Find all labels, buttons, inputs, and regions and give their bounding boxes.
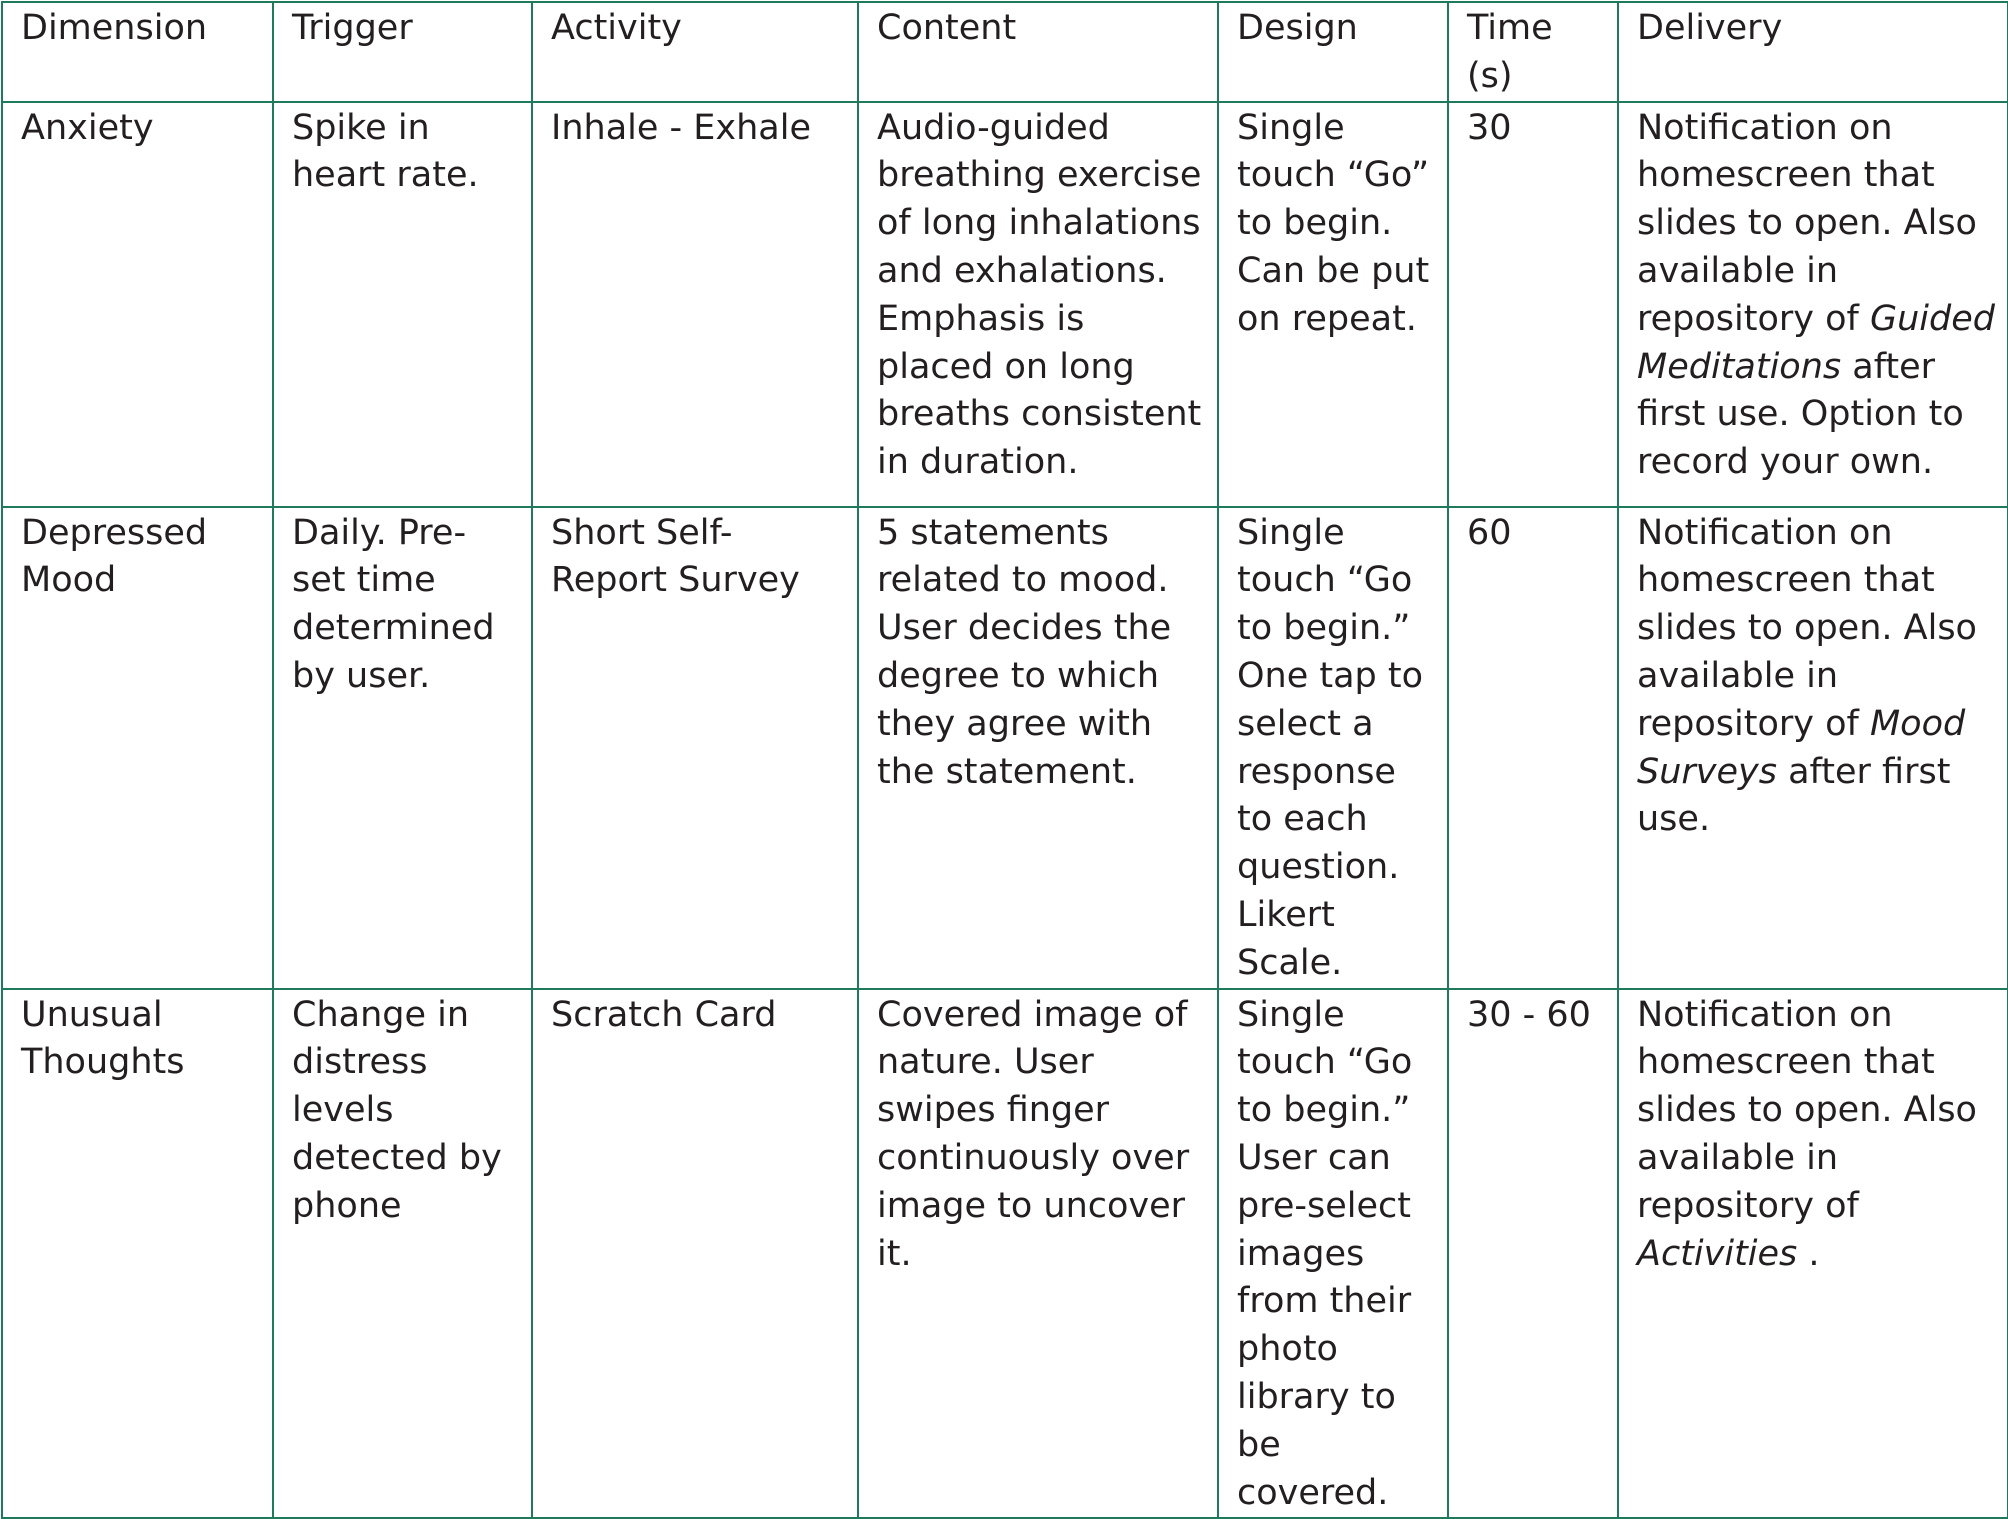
table-row xyxy=(2,507,2008,989)
header-activity: Activity xyxy=(532,2,858,102)
delivery-repository-name: Activities xyxy=(1637,1233,1798,1274)
cell-design: Single touch “Go to begin.” User can pre-select images from their photo library to be covered. xyxy=(1218,989,1448,1519)
cell-content: Covered image of nature. User swipes finger continuously over image to uncover it. xyxy=(858,989,1218,1519)
header-trigger: Trigger xyxy=(273,2,532,102)
cell-delivery xyxy=(1618,102,2008,507)
delivery-repository-name: Guided Meditations xyxy=(1637,298,1995,387)
table-row xyxy=(2,102,2008,507)
cell-trigger: Daily. Pre-set time determined by user. xyxy=(273,507,532,989)
delivery-repository-name: Mood Surveys xyxy=(1637,703,1966,792)
cell-time: 60 xyxy=(1448,507,1618,989)
header-content: Content xyxy=(858,2,1218,102)
cell-activity: Short Self-Report Survey xyxy=(532,507,858,989)
cell-activity: Scratch Card xyxy=(532,989,858,1519)
table-row xyxy=(2,989,2008,1519)
cell-design: Single touch “Go” to begin. Can be put on repeat. xyxy=(1218,102,1448,507)
cell-dimension: Depressed Mood xyxy=(2,507,273,989)
cell-dimension: Unusual Thoughts xyxy=(2,989,273,1519)
cell-activity: Inhale - Exhale xyxy=(532,102,858,507)
cell-trigger: Spike in heart rate. xyxy=(273,102,532,507)
header-row xyxy=(2,2,2008,102)
intervention-table xyxy=(1,1,2008,1519)
delivery-text: Notification on homescreen that slides to open. Also available in repository of xyxy=(1637,107,1977,339)
delivery-text-end: after first use. xyxy=(1637,751,1951,840)
cell-trigger: Change in distress levels detected by phone xyxy=(273,989,532,1519)
delivery-text: Notification on homescreen that slides to open. Also available in repository of xyxy=(1637,994,1977,1226)
cell-time: 30 xyxy=(1448,102,1618,507)
header-delivery: Delivery xyxy=(1618,2,2008,102)
cell-design: Single touch “Go to begin.” One tap to select a response to each question. Likert Scale. xyxy=(1218,507,1448,989)
delivery-text-end: . xyxy=(1797,1233,1820,1274)
header-time: Time (s) xyxy=(1448,2,1618,102)
cell-content: Audio-guided breathing exercise of long inhalations and exhalations. Emphasis is placed on long breaths consistent in duration. xyxy=(858,102,1218,507)
delivery-text: Notification on homescreen that slides to open. Also available in repository of xyxy=(1637,512,1977,744)
header-dimension: Dimension xyxy=(2,2,273,102)
cell-content: 5 statements related to mood. User decides the degree to which they agree with the statement. xyxy=(858,507,1218,989)
cell-delivery xyxy=(1618,989,2008,1519)
cell-time: 30 - 60 xyxy=(1448,989,1618,1519)
delivery-text-end: after first use. Option to record your own. xyxy=(1637,346,1964,483)
header-design: Design xyxy=(1218,2,1448,102)
cell-dimension: Anxiety xyxy=(2,102,273,507)
cell-delivery xyxy=(1618,507,2008,989)
